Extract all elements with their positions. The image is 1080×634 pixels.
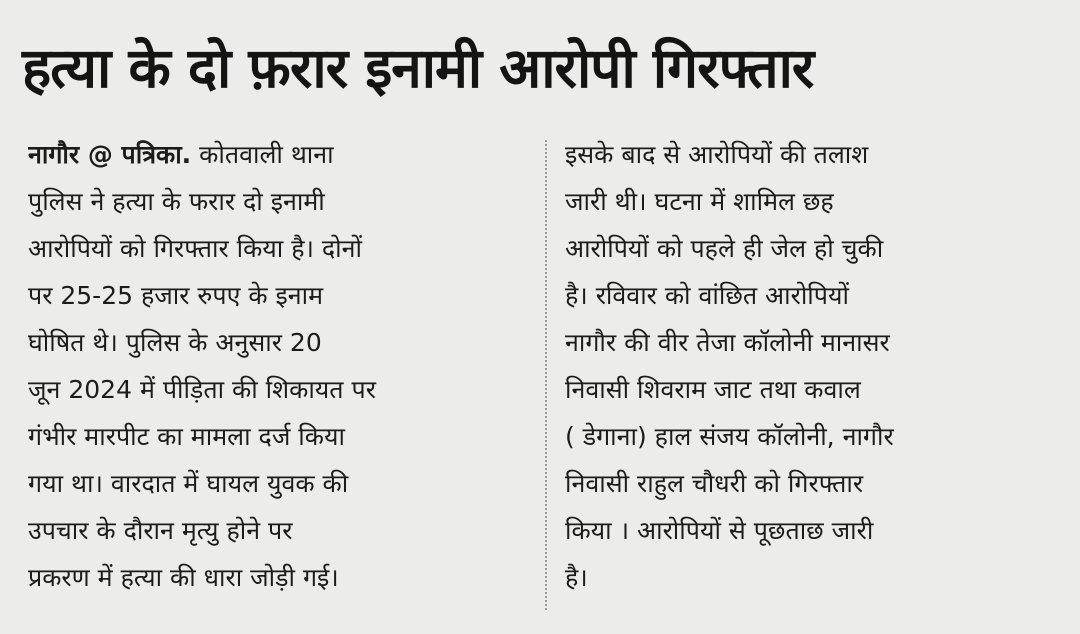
headline: हत्या के दो फ़रार इनामी आरोपी गिरफ्तार bbox=[22, 36, 814, 100]
article-line: जारी थी। घटना में शामिल छह bbox=[565, 187, 834, 216]
article-line: नागौर की वीर तेजा कॉलोनी मानासर bbox=[565, 328, 890, 357]
article-line: है। bbox=[565, 563, 588, 592]
article-column-right bbox=[565, 131, 1055, 601]
article-line: प्रकरण में हत्या की धारा जोड़ी गई। bbox=[28, 563, 339, 592]
article-line: आरोपियों को गिरफ्तार किया है। दोनों bbox=[28, 234, 363, 263]
article-column-left bbox=[28, 131, 528, 601]
article-line: है। रविवार को वांछित आरोपियों bbox=[565, 281, 849, 310]
article-line: किया । आरोपियों से पूछताछ जारी bbox=[565, 516, 874, 545]
dateline: नागौर @ पत्रिका. bbox=[28, 140, 192, 169]
article-line bbox=[28, 131, 528, 178]
article-line: उपचार के दौरान मृत्यु होने पर bbox=[28, 516, 293, 545]
article-line: पर 25-25 हजार रुपए के इनाम bbox=[28, 281, 324, 310]
article-line: निवासी राहुल चौधरी को गिरफ्तार bbox=[565, 469, 864, 498]
article-line: इसके बाद से आरोपियों की तलाश bbox=[565, 140, 869, 169]
article-line: घोषित थे। पुलिस के अनुसार 20 bbox=[28, 328, 322, 357]
article-line: गया था। वारदात में घायल युवक की bbox=[28, 469, 349, 498]
article-line: गंभीर मारपीट का मामला दर्ज किया bbox=[28, 422, 345, 451]
column-divider bbox=[545, 140, 547, 610]
article-line: आरोपियों को पहले ही जेल हो चुकी bbox=[565, 234, 884, 263]
article-line: निवासी शिवराम जाट तथा कवाल bbox=[565, 375, 861, 404]
article-line: जून 2024 में पीड़िता की शिकायत पर bbox=[28, 375, 376, 404]
article-line: ( डेगाना) हाल संजय कॉलोनी, नागौर bbox=[565, 422, 894, 451]
article-line: पुलिस ने हत्या के फरार दो इनामी bbox=[28, 187, 325, 216]
article-line-text: कोतवाली थाना bbox=[199, 140, 334, 169]
